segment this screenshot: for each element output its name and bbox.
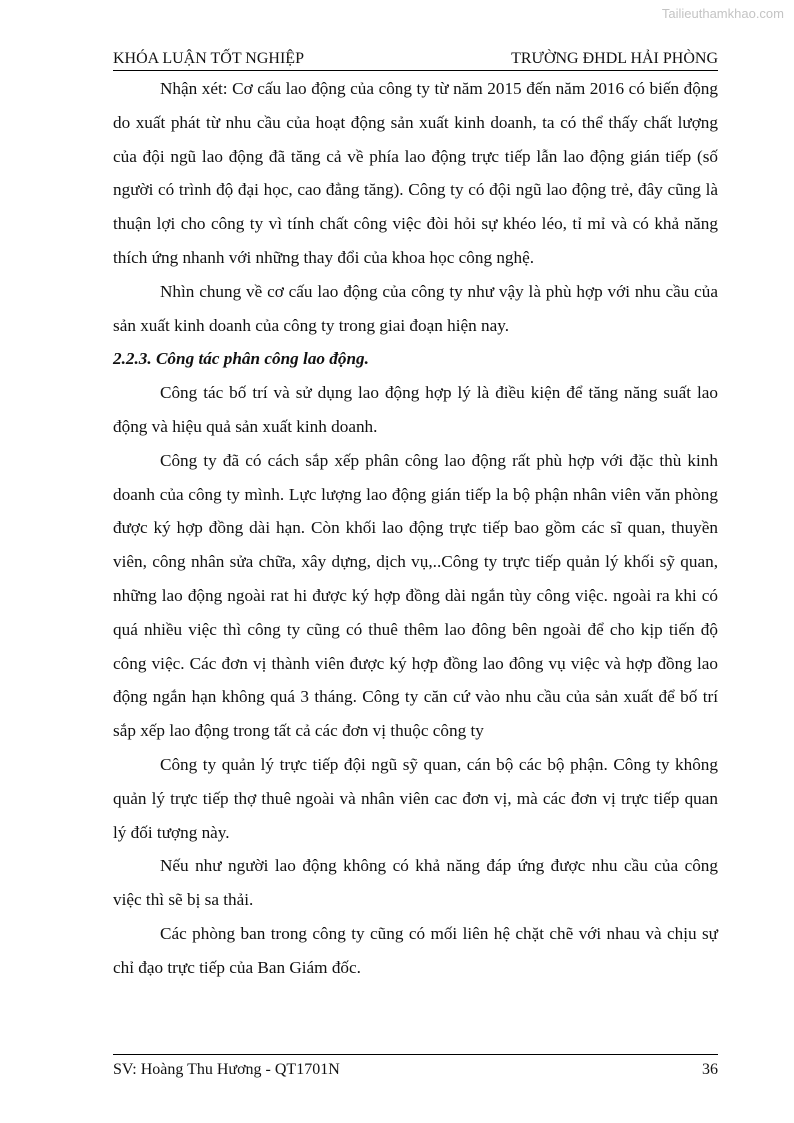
header-right: TRƯỜNG ĐHDL HẢI PHÒNG bbox=[511, 50, 718, 67]
footer-author: SV: Hoàng Thu Hương - QT1701N bbox=[113, 1061, 340, 1078]
page-number: 36 bbox=[702, 1061, 718, 1078]
paragraph: Các phòng ban trong công ty cũng có mối liên hệ chặt chẽ với nhau và chịu sự chỉ đạo trực tiếp của Ban Giám đốc. bbox=[113, 923, 718, 977]
paragraph: Nhận xét: Cơ cấu lao động của công ty từ năm 2015 đến năm 2016 có biến động do xuất phát từ nhu cầu của hoạt động sản xuất kinh doanh, ta có thể thấy chất lượng của đội ngũ lao động đã tăng cả về phía lao động trực tiếp lẫn lao động gián tiếp (số người có trình độ đại học, cao đẳng tăng). Công ty có đội ngũ lao động trẻ, đây cũng là thuận lợi cho công ty vì tính chất công việc đòi hỏi sự khéo léo, tỉ mỉ và có khả năng thích ứng nhanh với những thay đổi của khoa học công nghệ. bbox=[113, 79, 718, 267]
watermark: Tailieuthamkhao.com bbox=[661, 6, 784, 21]
paragraph: Công tác bố trí và sử dụng lao động hợp lý là điều kiện để tăng năng suất lao động và hiệu quả sản xuất kinh doanh. bbox=[113, 383, 718, 436]
section-heading: 2.2.3. Công tác phân công lao động. bbox=[113, 349, 369, 369]
document-body bbox=[113, 72, 718, 985]
paragraph: Công ty đã có cách sắp xếp phân công lao động rất phù hợp với đặc thù kinh doanh của công ty mình. Lực lượng lao động gián tiếp la bộ phận nhân viên văn phòng được ký hợp đồng dài hạn. Còn khối lao động trực tiếp bao gồm các sĩ quan, thuyền viên, công nhân sửa chữa, xây dựng, dịch vụ,..Công ty trực tiếp quản lý khối sỹ quan, những lao động ngoài rat hi được ký hợp đồng dài ngắn tùy công việc. ngoài ra khi có quá nhiều việc thì công ty cũng có thuê thêm lao đông bên ngoài để cho kịp tiến độ công việc. Các đơn vị thành viên được ký hợp đồng lao đông vụ việc và hợp đồng lao động ngắn hạn không quá 3 tháng. Công ty căn cứ vào nhu cầu của sản xuất để bố trí sắp xếp lao động trong tất cả các đơn vị thuộc công ty bbox=[113, 450, 718, 741]
page-footer bbox=[113, 1054, 718, 1079]
paragraph: Nếu như người lao động không có khả năng đáp ứng được nhu cầu của công việc thì sẽ bị sa thải. bbox=[113, 856, 718, 910]
paragraph: Công ty quản lý trực tiếp đội ngũ sỹ quan, cán bộ các bộ phận. Công ty không quản lý trực tiếp thợ thuê ngoài và nhân viên cac đơn vị, mà các đơn vị trực tiếp quan lý đối tượng này. bbox=[113, 754, 718, 842]
page-header bbox=[113, 46, 718, 71]
header-left: KHÓA LUẬN TỐT NGHIỆP bbox=[113, 50, 304, 67]
paragraph: Nhìn chung về cơ cấu lao động của công ty như vậy là phù hợp với nhu cầu của sản xuất kinh doanh của công ty trong giai đoạn hiện nay. bbox=[113, 281, 718, 335]
